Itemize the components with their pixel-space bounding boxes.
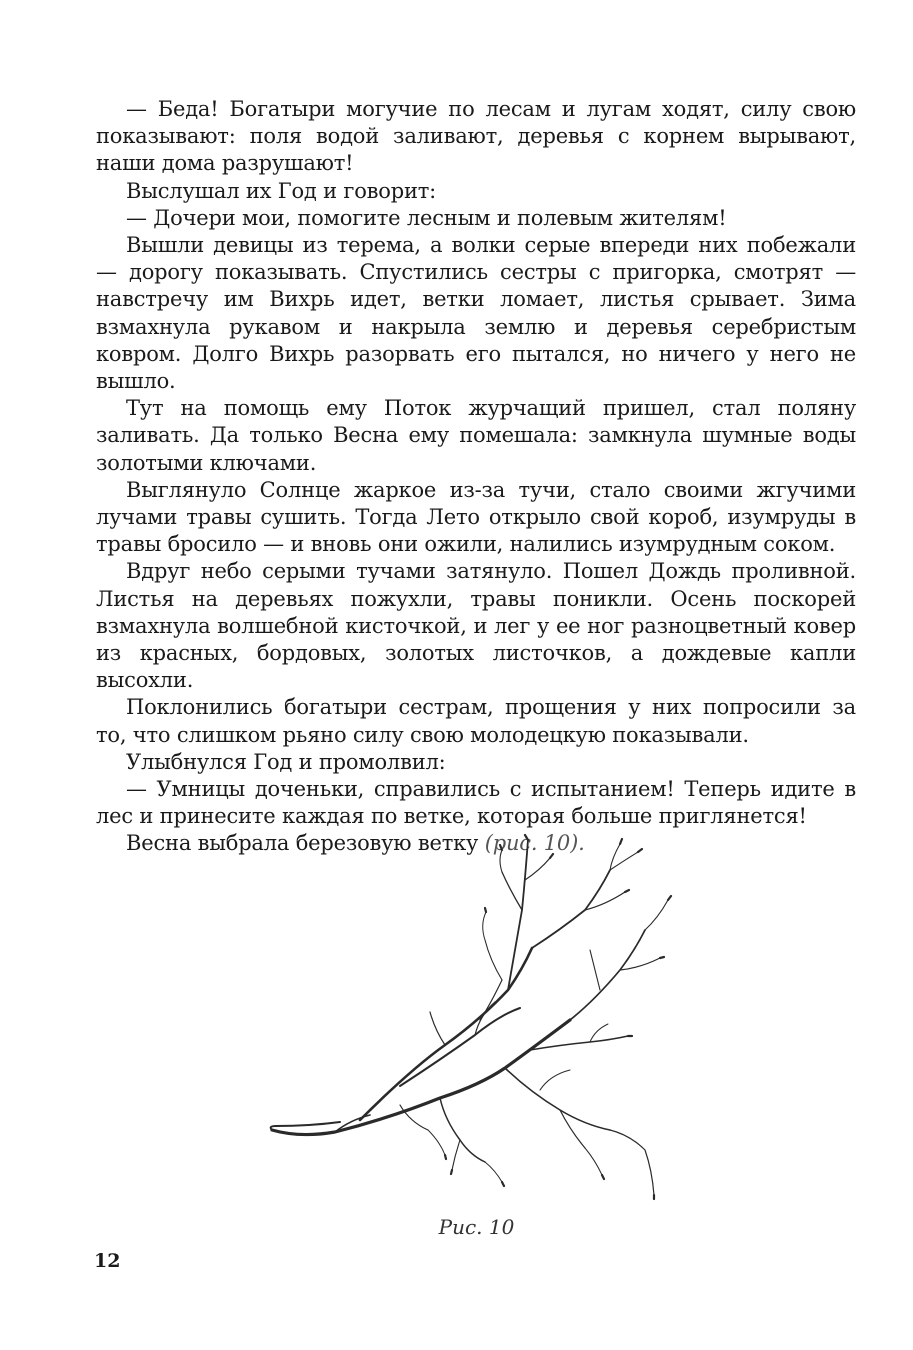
paragraph: Улыбнулся Год и промолвил:	[126, 749, 446, 774]
page-number: 12	[94, 1250, 121, 1272]
paragraph: Вышли девицы из терема, а волки серые впереди них побежали — дорогу показывать. Спустились сестры с пригорка, смотрят — навстречу им Вихрь идет, ветки ломает, листья срывает. Зима взмахнула рукавом и накрыла землю и деревья серебристым ковром. Долго Вихрь разорвать его пытался, но ничего у него не вышло.	[96, 233, 856, 394]
paragraph: — Умницы доченьки, справились с испытанием! Теперь идите в лес и принесите каждая по ветке, которая больше приглянется!	[96, 777, 856, 829]
figure-caption: Рис. 10	[438, 1215, 515, 1239]
paragraph: — Беда! Богатыри могучие по лесам и лугам ходят, силу свою показывают: поля водой заливают, деревья с корнем вырывают, наши дома разрушают!	[96, 97, 856, 176]
paragraph: Вдруг небо серыми тучами затянуло. Пошел Дождь проливной. Листья на деревьях пожухли, травы поникли. Осень поскорей взмахнула волшебной кисточкой, и лег у ее ног разноцветный ковер из красных, бордовых, золотых листочков, а дождевые капли высохли.	[96, 559, 856, 693]
paragraph: Поклонились богатыри сестрам, прощения у них попросили за то, что слишком рьяно силу свою молодецкую показывали.	[96, 695, 856, 747]
paragraph: Выслушал их Год и говорит:	[126, 178, 437, 203]
paragraph-last-text: Весна выбрала березовую ветку	[126, 831, 479, 856]
paragraph: Тут на помощь ему Поток журчащий пришел, стал поляну заливать. Да только Весна ему помешала: замкнула шумные воды золотыми ключами.	[96, 396, 856, 475]
figure-reference: (рис. 10).	[484, 831, 585, 856]
birch-branch-illustration	[240, 830, 690, 1210]
body-text	[96, 96, 856, 858]
birch-branch-icon	[240, 830, 690, 1210]
paragraph: — Дочери мои, помогите лесным и полевым жителям!	[126, 205, 727, 230]
paragraph: Выглянуло Солнце жаркое из-за тучи, стало своими жгучими лучами травы сушить. Тогда Лето открыло свой короб, изумруды в травы бросило — и вновь они ожили, налились изумрудным соком.	[96, 477, 856, 557]
